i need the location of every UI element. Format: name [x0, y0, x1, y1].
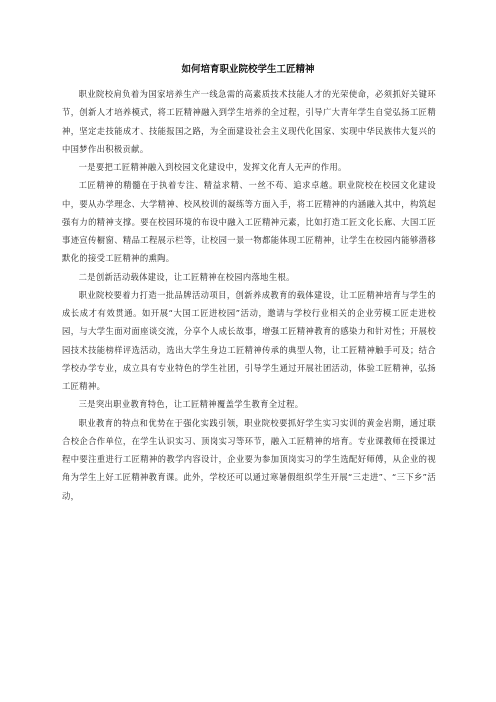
paragraph-intro: 职业院校肩负着为国家培养生产一线急需的高素质技术技能人才的光荣使命，必须抓好关键环节，创新人才培养模式，将工匠精神融入到学生培养的全过程，引导广大青年学生自觉弘扬工匠精神，坚定走技能成才、技能报国之路，为全面建设社会主义现代化国家、实现中华民族伟大复兴的中国梦作出积极贡献。 — [62, 89, 436, 154]
heading-point-two: 二是创新活动载体建设，让工匠精神在校园内落地生根。 — [78, 271, 295, 282]
document-body — [62, 85, 436, 505]
paragraph-point-one: 工匠精神的精髓在于执着专注、精益求精、一丝不苟、追求卓越。职业院校在校园文化建设中，要从办学理念、大学精神、校风校训的凝练等方面入手，将工匠精神的内涵融入其中，构筑起强有力的精神支撑。要在校园环境的布设中融入工匠精神元素，比如打造工匠文化长廊、大国工匠事迹宣传橱窗、精品工程展示栏等，让校园一景一物都能体现工匠精神，让学生在校园内能够潜移默化的接受工匠精神的熏陶。 — [62, 180, 436, 264]
document-title: 如何培育职业院校学生工匠精神 — [181, 64, 315, 75]
heading-point-three: 三是突出职业教育特色，让工匠精神覆盖学生教育全过程。 — [78, 399, 304, 410]
paragraph-point-two: 职业院校要着力打造一批品牌活动项目，创新养成教育的载体建设，让工匠精神培育与学生的成长成才有效贯通。如开展“大国工匠进校园”活动，邀请与学校行业相关的企业劳模工匠走进校园，与大学生面对面座谈交流，分享个人成长故事，增强工匠精神教育的感染力和针对性；开展校园技术技能榜样评选活动，选出大学生身边工匠精神传承的典型人物，让工匠精神触手可及；结合学校办学专业，成立具有专业特色的学生社团，引导学生通过开展社团活动，体验工匠精神，弘扬工匠精神。 — [62, 289, 436, 391]
heading-point-one: 一是要把工匠精神融入到校园文化建设中，发挥文化育人无声的作用。 — [78, 162, 347, 172]
paragraph-point-three: 职业教育的特点和优势在于强化实践引领，职业院校要抓好学生实习实训的黄金岩期，通过联合校企合作单位，在学生认识实习、顶岗实习等环节，融入工匠精神的培育。专业课教师在授课过程中要注重进行工匠精神的教学内容设计，企业要为参加顶岗实习的学生选配好师傅，从企业的视角为学生上好工匠精神教育课。此外，学校还可以通过寒暑假组织学生开展“三走进”、“三下乡”活动， — [62, 417, 436, 501]
